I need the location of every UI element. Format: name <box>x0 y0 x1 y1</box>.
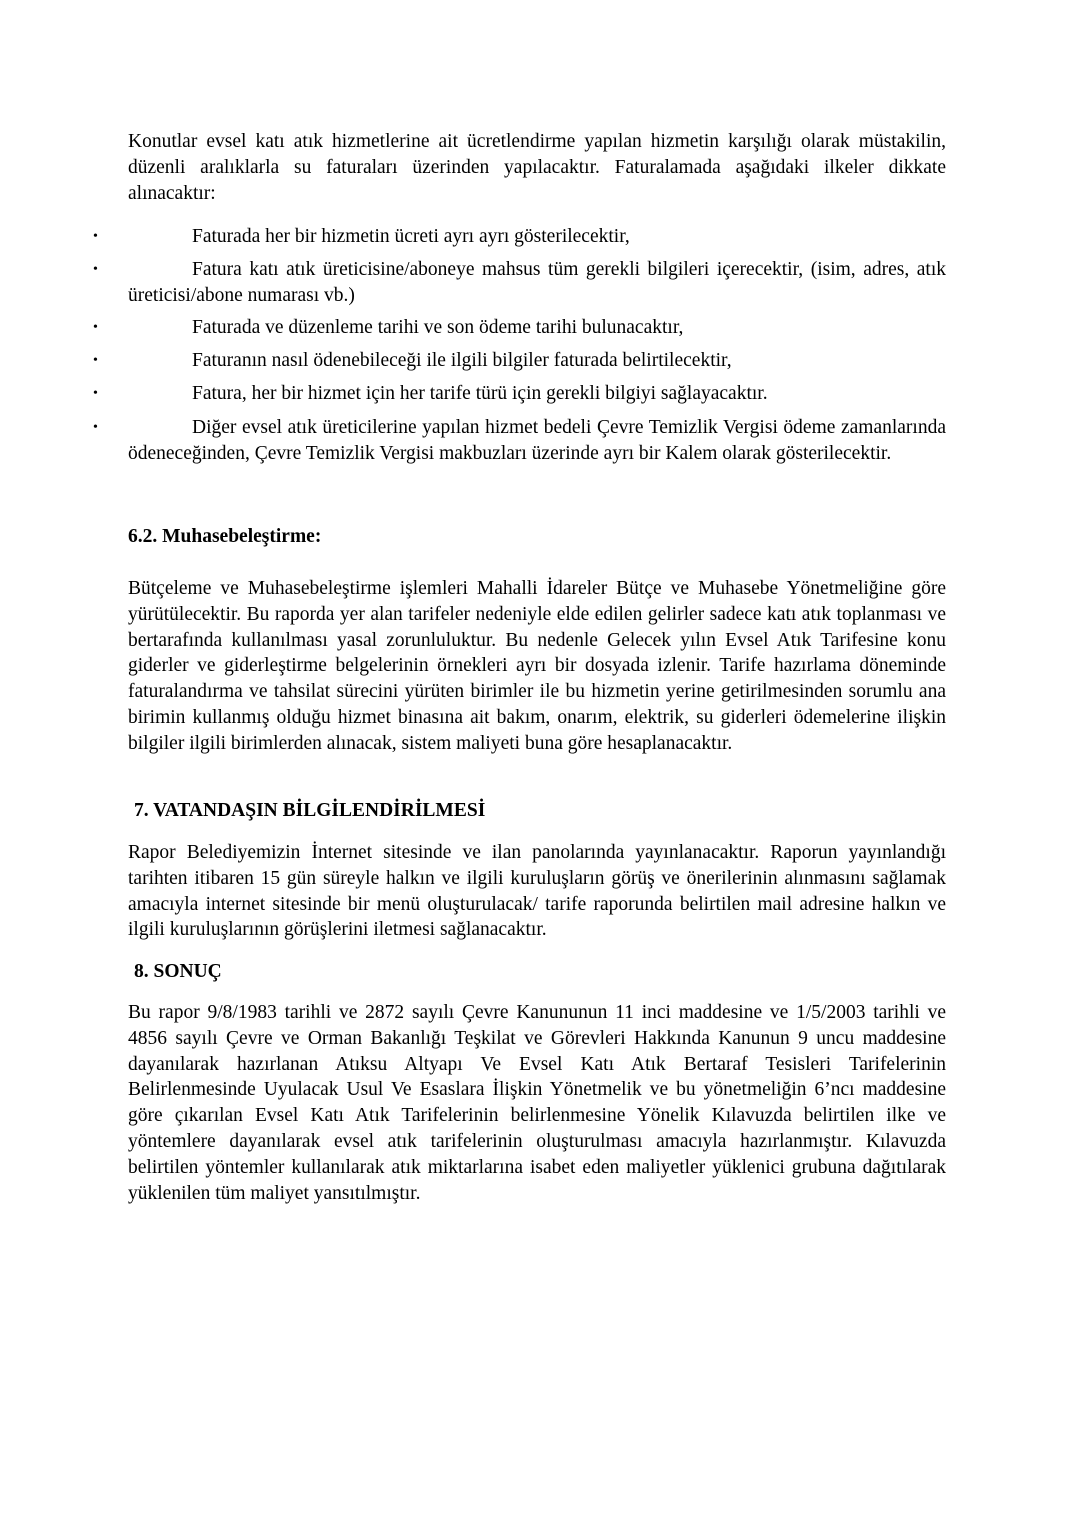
bullet-icon: • <box>93 320 98 335</box>
list-item-text: Faturada her bir hizmetin ücreti ayrı ayrı gösterilecektir, <box>192 226 630 247</box>
list-item-text: Fatura katı atık üreticisine/aboneye mahsus tüm gerekli bilgileri içerecektir, (isim, adres, atık üreticisi/abone numarası vb.) <box>128 259 946 306</box>
section-8-heading: 8. SONUÇ <box>134 961 222 982</box>
bullet-icon: • <box>93 353 98 368</box>
section-6-2-heading: 6.2. Muhasebeleştirme: <box>128 526 322 547</box>
section-7-heading: 7. VATANDAŞIN BİLGİLENDİRİLMESİ <box>134 800 486 821</box>
list-item <box>93 348 946 374</box>
bullet-icon: • <box>93 262 98 277</box>
bullet-icon: • <box>93 386 98 401</box>
list-item <box>93 224 946 250</box>
intro-paragraph: Konutlar evsel katı atık hizmetlerine ait ücretlendirme yapılan hizmetin karşılığı olarak müstakilin, düzenli aralıklarla su faturaları üzerinden yapılacaktır. Faturalamada aşağıdaki ilkeler dikkate alınacaktır: <box>128 131 946 204</box>
list-item <box>93 381 946 407</box>
bullet-icon: • <box>93 229 98 244</box>
list-item <box>93 415 946 467</box>
bullet-icon: • <box>93 420 98 435</box>
list-item-text: Faturanın nasıl ödenebileceği ile ilgili bilgiler faturada belirtilecektir, <box>192 350 732 371</box>
section-6-2-body: Bütçeleme ve Muhasebeleştirme işlemleri Mahalli İdareler Bütçe ve Muhasebe Yönetmeliğine göre yürütülecektir. Bu raporda yer alan tarifeler nedeniyle elde edilen gelirler sadece katı atık toplanması ve bertarafında kullanılması yasal zorunluluktur. Bu nedenle Gelecek yılın Evsel Atık Tarifesine konu giderler ve giderleştirme belgelerinin örnekleri ayrı bir dosyada izlenir. Tarife hazırlama döneminde faturalandırma ve tahsilat sürecini yürüten birimler ile bu hizmetin yerine getirilmesinden sorumlu ana birimin kullanmış olduğu hizmet binasına ait bakım, onarım, elektrik, su giderleri ödemelerine ilişkin bilgiler ilgili birimlerden alınacak, sistem maliyeti buna göre hesaplanacaktır. <box>128 578 946 754</box>
list-item-text: Fatura, her bir hizmet için her tarife türü için gerekli bilgiyi sağlayacaktır. <box>192 383 768 404</box>
list-item <box>93 257 946 309</box>
list-item-text: Diğer evsel atık üreticilerine yapılan hizmet bedeli Çevre Temizlik Vergisi ödeme zamanlarında ödeneceğinden, Çevre Temizlik Vergisi makbuzları üzerinde ayrı bir Kalem olarak gösterilecektir. <box>128 417 946 464</box>
section-7-body: Rapor Belediyemizin İnternet sitesinde ve ilan panolarında yayınlanacaktır. Raporun yayınlandığı tarihten itibaren 15 gün süreyle halkın ve ilgili kuruluşların görüş ve önerilerinin alınmasını sağlamak amacıyla internet sitesinde bir menü oluşturulacak/ tarife raporunda belirtilen mail adresine halkın ve ilgili kuruluşlarının görüşlerini iletmesi sağlanacaktır. <box>128 842 946 941</box>
section-8-body: Bu rapor 9/8/1983 tarihli ve 2872 sayılı Çevre Kanununun 11 inci maddesine ve 1/5/2003 tarihli ve 4856 sayılı Çevre ve Orman Bakanlığı Teşkilat ve Görevleri Hakkında Kanunun 9 uncu maddesine dayanılarak hazırlanan Atıksu Altyapı Ve Evsel Katı Atık Bertaraf Tesisleri Tarifelerinin Belirlenmesinde Uyulacak Usul Ve Esaslara İlişkin Yönetmelik ve bu yönetmeliğin 6’ncı maddesine göre çıkarılan Evsel Katı Atık Tarifelerinin belirlenmesine Yönelik Kılavuzda belirtilen ilke ve yöntemlere dayanılarak evsel atık tarifelerinin oluşturulması amacıyla hazırlanmıştır. Kılavuzda belirtilen yöntemler kullanılarak atık miktarlarına isabet eden maliyetler yüklenici grubuna dağıtılarak yüklenilen tüm maliyet yansıtılmıştır. <box>128 1002 946 1204</box>
list-item-text: Faturada ve düzenleme tarihi ve son ödeme tarihi bulunacaktır, <box>192 317 684 338</box>
list-item <box>93 315 946 341</box>
